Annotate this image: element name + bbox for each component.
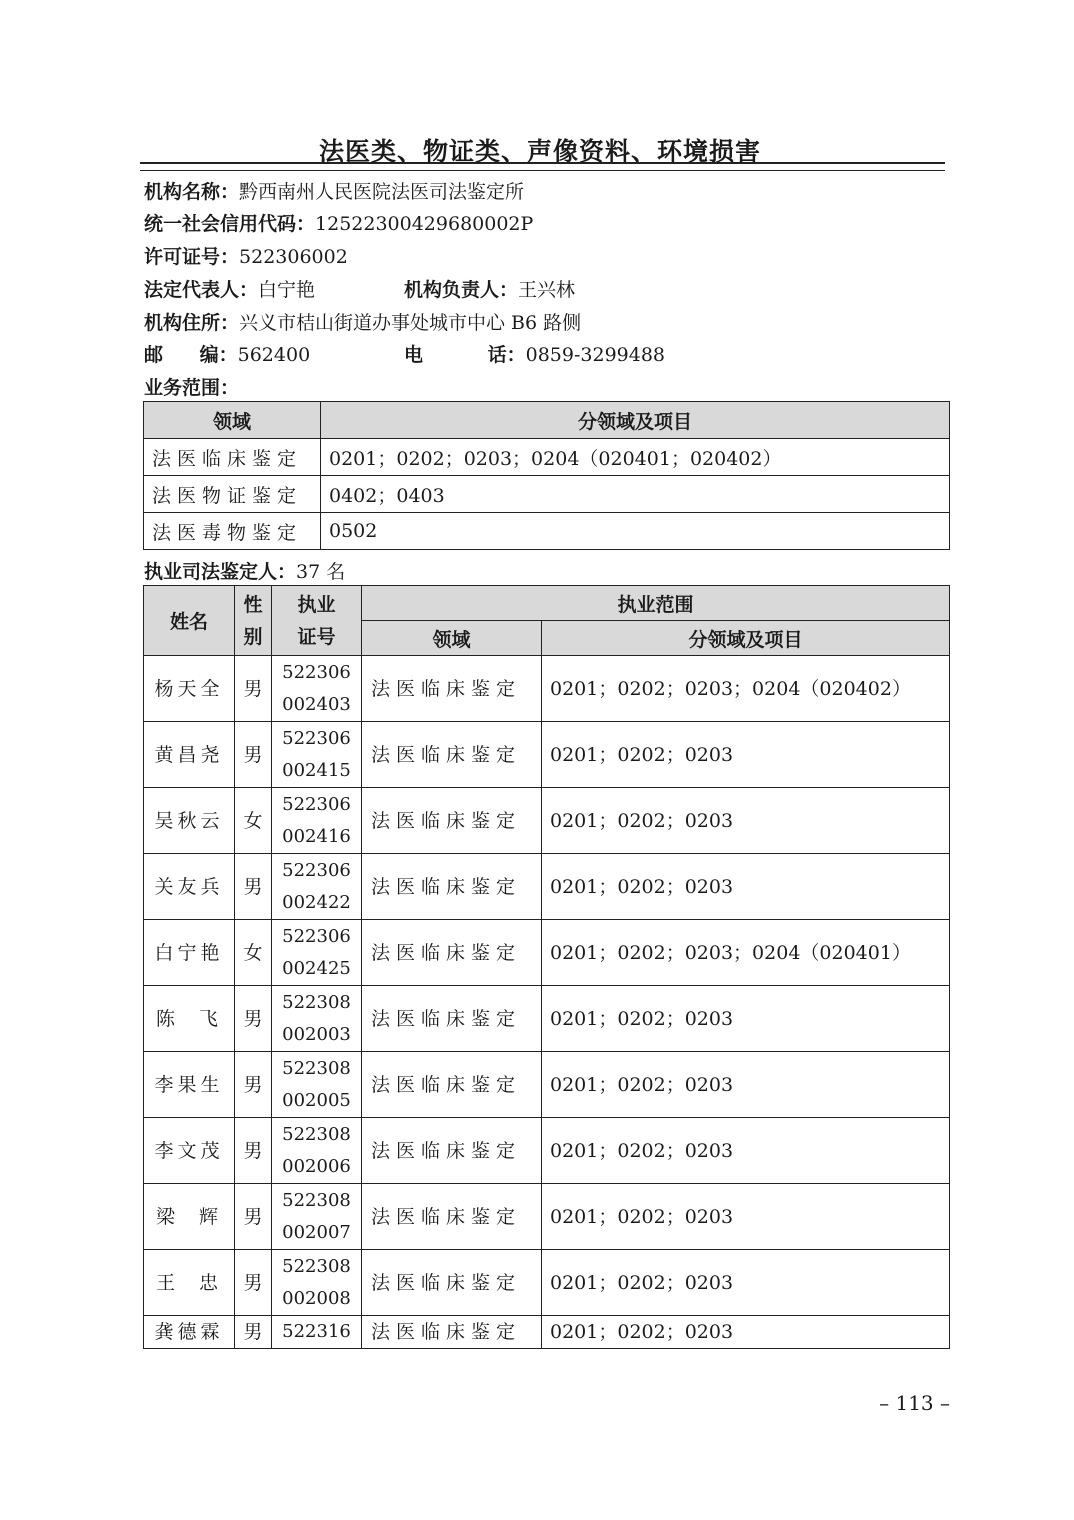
expert-field: 法医临床鉴定 — [362, 722, 542, 788]
page-number: – 113 – — [879, 1391, 950, 1415]
expert-field: 法医临床鉴定 — [362, 854, 542, 920]
license-part-1: 522308 — [282, 1255, 351, 1277]
expert-field: 法医临床鉴定 — [362, 1184, 542, 1250]
expert-items: 0201；0202；0203 — [542, 854, 950, 920]
expert-gender: 男 — [235, 1316, 272, 1349]
license-part-2: 002003 — [282, 1023, 351, 1045]
license-label: 许可证号： — [144, 246, 240, 268]
phone: 0859-3299488 — [525, 344, 666, 366]
legal-rep-line — [144, 278, 315, 302]
table-row — [144, 439, 950, 476]
legal-rep-label: 法定代表人： — [144, 279, 259, 301]
director-line — [404, 278, 575, 302]
table-row — [144, 1184, 950, 1250]
expert-gender: 男 — [235, 1184, 272, 1250]
gender-header-line-1: 性 — [243, 593, 263, 616]
table-row — [144, 1316, 950, 1349]
phone-line — [404, 343, 665, 367]
credit-code-label: 统一社会信用代码： — [144, 213, 316, 235]
license-part-1: 522306 — [282, 925, 351, 947]
business-scope-table — [143, 401, 950, 550]
expert-license — [272, 1250, 362, 1316]
expert-license — [272, 986, 362, 1052]
license-part-2: 002007 — [282, 1221, 351, 1243]
column-header-gender — [235, 586, 272, 656]
expert-items: 0201；0202；0203 — [542, 1184, 950, 1250]
director: 王兴林 — [518, 279, 576, 301]
page-header-title: 法医类、物证类、声像资料、环境损害 — [318, 137, 761, 166]
expert-name: 王 忠 — [144, 1250, 235, 1316]
expert-field: 法医临床鉴定 — [362, 1250, 542, 1316]
experts-label: 执业司法鉴定人： — [144, 561, 297, 583]
table-row — [144, 656, 950, 722]
expert-name: 梁 辉 — [144, 1184, 235, 1250]
expert-name: 吴秋云 — [144, 788, 235, 854]
license-header-line-2: 证号 — [297, 625, 336, 648]
table-row — [144, 1052, 950, 1118]
expert-items: 0201；0202；0203 — [542, 1250, 950, 1316]
header-rule-thin — [140, 170, 945, 171]
phone-label: 电 话： — [404, 344, 526, 366]
expert-gender: 女 — [235, 920, 272, 986]
license-part-2: 002425 — [282, 957, 351, 979]
expert-field: 法医临床鉴定 — [362, 1052, 542, 1118]
address-label: 机构住所： — [144, 312, 240, 334]
expert-field: 法医临床鉴定 — [362, 1316, 542, 1349]
scope-items-cell: 0502 — [321, 513, 950, 550]
license-part-1: 522306 — [282, 793, 351, 815]
expert-license — [272, 854, 362, 920]
table-row — [144, 513, 950, 550]
expert-license — [272, 1316, 362, 1349]
expert-name: 李果生 — [144, 1052, 235, 1118]
experts-count: 37 名 — [296, 561, 346, 583]
expert-field: 法医临床鉴定 — [362, 920, 542, 986]
expert-items: 0201；0202；0203 — [542, 1316, 950, 1349]
table-row — [144, 854, 950, 920]
table-row — [144, 476, 950, 513]
license-part-2: 002006 — [282, 1155, 351, 1177]
expert-name: 关友兵 — [144, 854, 235, 920]
expert-items: 0201；0202；0203 — [542, 986, 950, 1052]
expert-license — [272, 656, 362, 722]
license-part-2: 002422 — [282, 891, 351, 913]
expert-name: 杨天全 — [144, 656, 235, 722]
table-row — [144, 1250, 950, 1316]
expert-name: 白宁艳 — [144, 920, 235, 986]
expert-gender: 男 — [235, 854, 272, 920]
license-part-1: 522308 — [282, 991, 351, 1013]
institution-name: 黔西南州人民医院法医司法鉴定所 — [239, 181, 525, 203]
gender-header-line-2: 别 — [243, 625, 263, 648]
scope-items-cell: 0402；0403 — [321, 476, 950, 513]
expert-items: 0201；0202；0203 — [542, 788, 950, 854]
license-number: 522306002 — [239, 246, 348, 268]
license-part-2: 002403 — [282, 693, 351, 715]
license-part-1: 522306 — [282, 727, 351, 749]
column-header-field: 领域 — [362, 621, 542, 656]
table-header-row — [144, 402, 950, 439]
expert-field: 法医临床鉴定 — [362, 1118, 542, 1184]
expert-license — [272, 788, 362, 854]
license-header-line-1: 执业 — [297, 593, 336, 616]
director-label: 机构负责人： — [404, 279, 519, 301]
table-row — [144, 920, 950, 986]
license-part-1: 522308 — [282, 1189, 351, 1211]
expert-license — [272, 920, 362, 986]
institution-name-label: 机构名称： — [144, 181, 240, 203]
expert-gender: 男 — [235, 986, 272, 1052]
experts-table — [143, 585, 950, 1349]
credit-code: 12522300429680002P — [315, 213, 534, 235]
license-part-1: 522316 — [282, 1321, 351, 1342]
expert-field: 法医临床鉴定 — [362, 656, 542, 722]
license-line — [144, 245, 348, 269]
column-header-scope: 执业范围 — [362, 586, 950, 621]
expert-gender: 女 — [235, 788, 272, 854]
license-part-1: 522308 — [282, 1123, 351, 1145]
table-header-row — [144, 586, 950, 621]
column-header-items: 分领域及项目 — [321, 402, 950, 439]
expert-name: 龚德霖 — [144, 1316, 235, 1349]
expert-items: 0201；0202；0203；0204（020401） — [542, 920, 950, 986]
address-line — [144, 311, 581, 335]
expert-items: 0201；0202；0203；0204（020402） — [542, 656, 950, 722]
column-header-field: 领域 — [144, 402, 321, 439]
expert-name: 陈 飞 — [144, 986, 235, 1052]
table-row — [144, 722, 950, 788]
postcode-line — [144, 343, 310, 367]
scope-items-cell: 0201；0202；0203；0204（020401；020402） — [321, 439, 950, 476]
expert-gender: 男 — [235, 656, 272, 722]
postcode: 562400 — [237, 344, 311, 366]
experts-count-line — [144, 560, 345, 584]
expert-items: 0201；0202；0203 — [542, 1118, 950, 1184]
column-header-name: 姓名 — [144, 586, 235, 656]
table-row — [144, 986, 950, 1052]
expert-items: 0201；0202；0203 — [542, 1052, 950, 1118]
scope-field-cell: 法医毒物鉴定 — [144, 513, 321, 550]
credit-code-line — [144, 212, 533, 236]
expert-license — [272, 1184, 362, 1250]
expert-gender: 男 — [235, 1250, 272, 1316]
scope-field-cell: 法医物证鉴定 — [144, 476, 321, 513]
expert-field: 法医临床鉴定 — [362, 788, 542, 854]
scope-field-cell: 法医临床鉴定 — [144, 439, 321, 476]
expert-name: 黄昌尧 — [144, 722, 235, 788]
expert-gender: 男 — [235, 722, 272, 788]
expert-license — [272, 1118, 362, 1184]
scope-label-line — [144, 376, 239, 400]
expert-license — [272, 1052, 362, 1118]
license-part-2: 002008 — [282, 1287, 351, 1309]
expert-gender: 男 — [235, 1052, 272, 1118]
license-part-2: 002415 — [282, 759, 351, 781]
scope-label: 业务范围： — [144, 377, 240, 399]
expert-name: 李文茂 — [144, 1118, 235, 1184]
institution-name-line — [144, 180, 524, 204]
license-part-1: 522306 — [282, 661, 351, 683]
table-row — [144, 1118, 950, 1184]
column-header-license — [272, 586, 362, 656]
postcode-label: 邮 编： — [144, 344, 238, 366]
table-row — [144, 788, 950, 854]
column-header-items: 分领域及项目 — [542, 621, 950, 656]
license-part-1: 522308 — [282, 1057, 351, 1079]
expert-field: 法医临床鉴定 — [362, 986, 542, 1052]
expert-license — [272, 722, 362, 788]
expert-items: 0201；0202；0203 — [542, 722, 950, 788]
legal-rep: 白宁艳 — [258, 279, 316, 301]
address: 兴义市桔山街道办事处城市中心 B6 路侧 — [239, 312, 582, 334]
header-rule-thick — [140, 162, 945, 164]
expert-gender: 男 — [235, 1118, 272, 1184]
license-part-1: 522306 — [282, 859, 351, 881]
license-part-2: 002005 — [282, 1089, 351, 1111]
license-part-2: 002416 — [282, 825, 351, 847]
